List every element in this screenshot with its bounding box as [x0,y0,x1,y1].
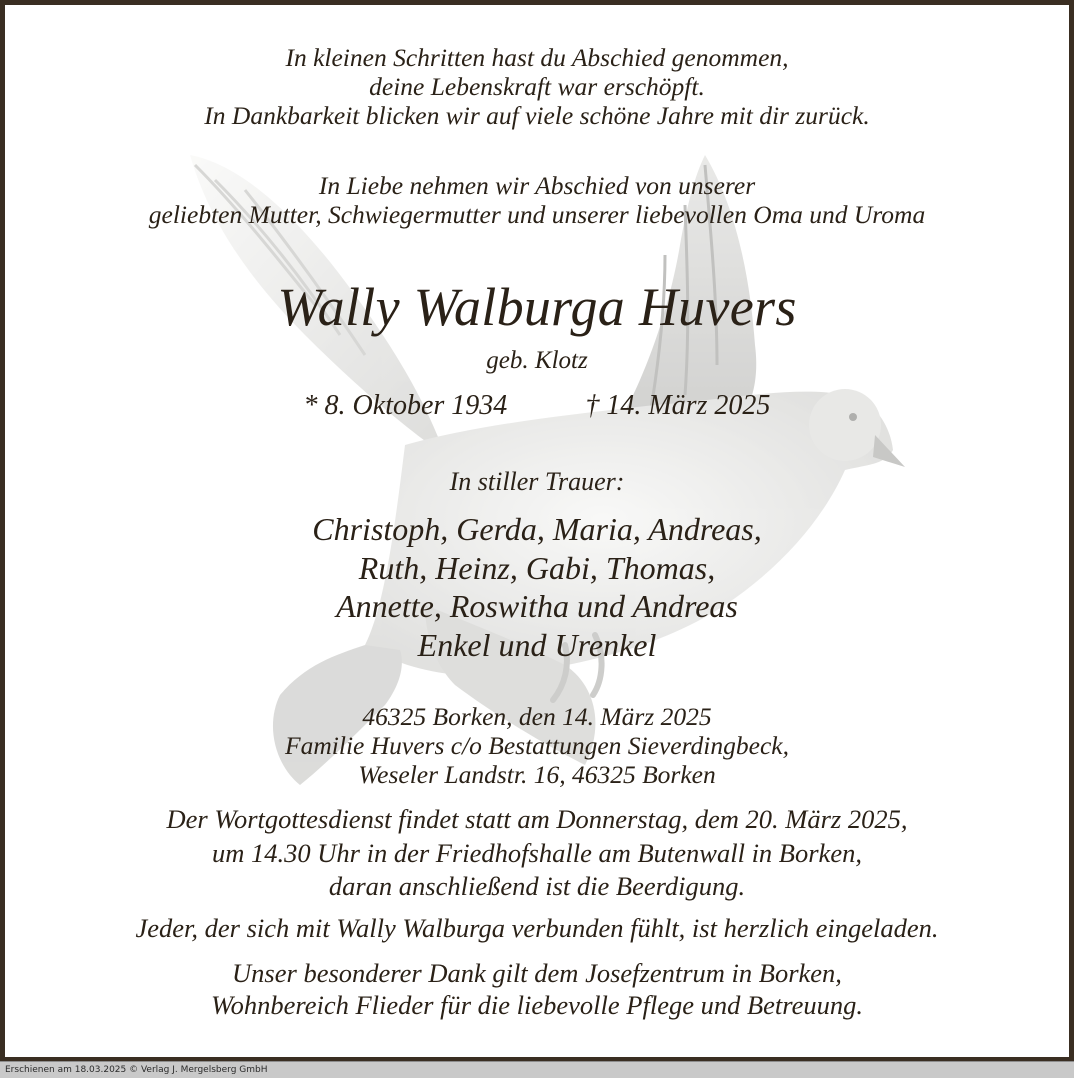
thanks-text [5,957,1069,1021]
invitation-text: Jeder, der sich mit Wally Walburga verbunden fühlt, ist herzlich eingeladen. [135,913,939,943]
poem-line: In Dankbarkeit blicken wir auf viele schöne Jahre mit dir zurück. [204,101,870,130]
mourners-line: Enkel und Urenkel [417,626,657,663]
poem-line: In kleinen Schritten hast du Abschied genommen, [285,43,789,72]
mourners-line: Annette, Roswitha und Andreas [336,588,738,624]
service-line: um 14.30 Uhr in der Friedhofshalle am Butenwall in Borken, [212,837,862,868]
thanks-line: Wohnbereich Flieder für die liebevolle Pflege und Betreuung. [210,990,863,1020]
intro-line: geliebten Mutter, Schwiegermutter und unserer liebevollen Oma und Uroma [148,200,926,229]
deceased-name: Wally Walburga Huvers [277,277,797,337]
mourners-line: Ruth, Heinz, Gabi, Thomas, [358,549,716,586]
life-dates [5,389,1069,423]
publication-note: Erschienen am 18.03.2025 © Verlag J. Mergelsberg GmbH [5,1065,268,1075]
place-line: Weseler Landstr. 16, 46325 Borken [358,760,716,789]
thanks-line: Unser besonderer Dank gilt dem Josefzentrum in Borken, [232,958,842,988]
mourners-list [5,510,1069,664]
maiden-name: geb. Klotz [486,347,588,374]
mourners-label: In stiller Trauer: [449,467,625,496]
place-line: Familie Huvers c/o Bestattungen Sieverdingbeck, [285,731,789,760]
service-info [5,803,1069,904]
death-date: † 14. März 2025 [585,390,771,421]
service-line: Der Wortgottesdienst findet statt am Donnerstag, dem 20. März 2025, [166,804,908,834]
poem-line: deine Lebenskraft war erschöpft. [369,72,705,101]
birth-date: * 8. Oktober 1934 [303,390,508,421]
poem-verse [5,43,1069,130]
place-and-contact [5,702,1069,789]
intro-text [5,171,1069,229]
service-line: daran anschließend ist die Beerdigung. [328,871,746,901]
publication-footer [0,1061,1074,1078]
intro-line: In Liebe nehmen wir Abschied von unserer [318,171,756,200]
place-line: 46325 Borken, den 14. März 2025 [362,702,712,731]
mourners-line: Christoph, Gerda, Maria, Andreas, [312,511,762,547]
